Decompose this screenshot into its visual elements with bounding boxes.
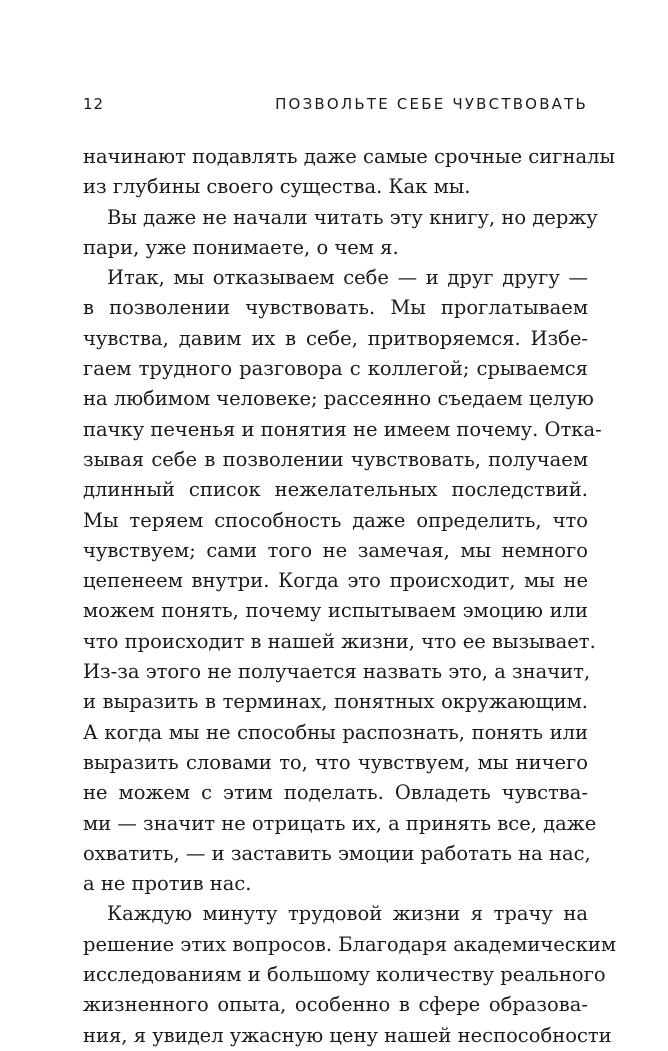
text-line: цепенеем внутри. Когда это происходит, мы не (83, 569, 588, 593)
text-line: из глубины своего существа. Как мы. (83, 175, 471, 199)
running-title: ПОЗВОЛЬТЕ СЕБЕ ЧУВСТВОВАТЬ (275, 95, 588, 113)
text-line: ми — значит не отрицать их, а принять все, даже (83, 811, 597, 835)
text-line: и выразить в терминах, понятных окружающим. (83, 690, 588, 714)
text-line: длинный список нежелательных последствий. (83, 478, 588, 502)
body-text (83, 142, 617, 1051)
running-head (83, 95, 588, 119)
text-line: ния, я увидел ужасную цену нашей неспособности (83, 1023, 612, 1047)
text-line: можем понять, почему испытываем эмоцию или (83, 599, 588, 623)
text-line: охватить, — и заставить эмоции работать на нас, (83, 841, 591, 865)
text-line: исследованиям и большому количеству реального (83, 963, 606, 987)
text-line: гаем трудного разговора с коллегой; срываемся (83, 357, 588, 381)
text-line: а не против нас. (83, 872, 252, 896)
text-line: в позволении чувствовать. Мы проглатываем (83, 296, 588, 320)
text-line: не можем с этим поделать. Овладеть чувства- (83, 781, 588, 805)
text-line: жизненного опыта, особенно в сфере образова- (83, 993, 588, 1017)
text-line: Из-за этого не получается назвать это, а значит, (83, 660, 591, 684)
text-line: на любимом человеке; рассеянно съедаем целую (83, 387, 594, 411)
page-number: 12 (83, 95, 105, 113)
text-line: чувствуем; сами того не замечая, мы немного (83, 538, 588, 562)
text-line: А когда мы не способны распознать, понять или (83, 720, 588, 744)
text-line: Вы даже не начали читать эту книгу, но держу (107, 205, 598, 229)
text-line: зывая себе в позволении чувствовать, получаем (83, 447, 588, 471)
text-line: решение этих вопросов. Благодаря академическим (83, 932, 617, 956)
text-line: Итак, мы отказываем себе — и друг другу — (107, 266, 588, 290)
text-line: Мы теряем способность даже определить, что (83, 508, 588, 532)
text-line: пачку печенья и понятия не имеем почему. Отка- (83, 417, 602, 441)
text-line: Каждую минуту трудовой жизни я трачу на (107, 902, 588, 926)
text-line: выразить словами то, что чувствуем, мы ничего (83, 750, 588, 774)
text-line: пари, уже понимаете, о чем я. (83, 235, 399, 259)
text-line: чувства, давим их в себе, притворяемся. Избе- (83, 326, 588, 350)
text-line: что происходит в нашей жизни, что ее вызывает. (83, 629, 596, 653)
text-line: начинают подавлять даже самые срочные сигналы (83, 145, 615, 168)
